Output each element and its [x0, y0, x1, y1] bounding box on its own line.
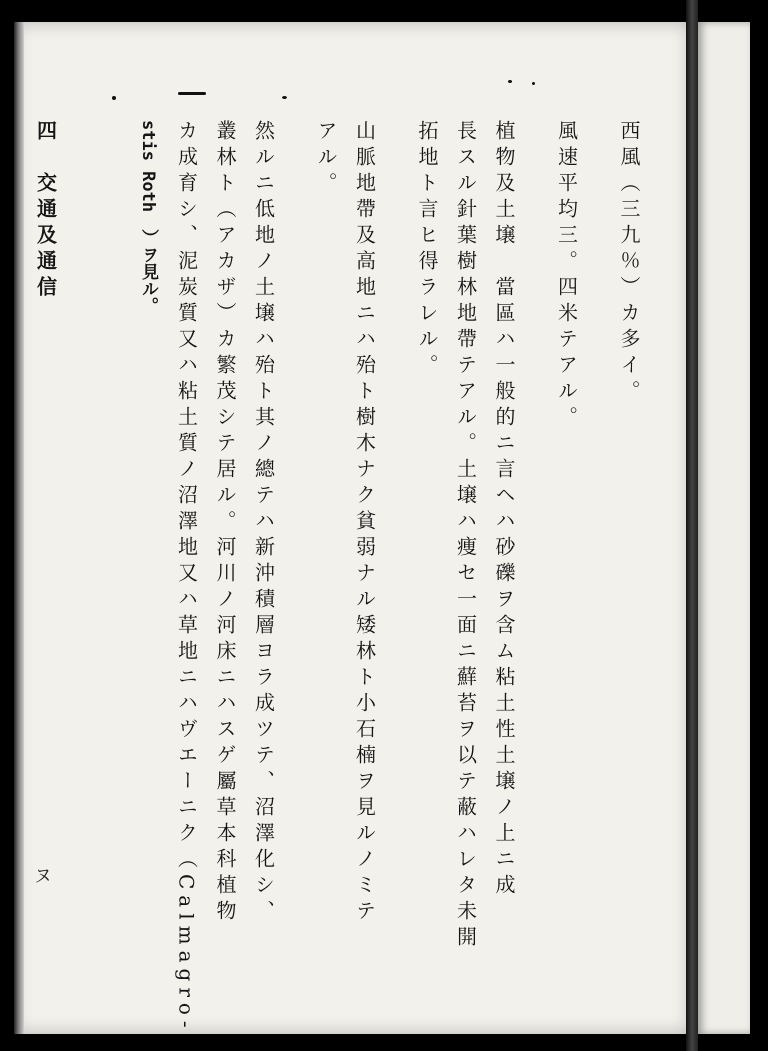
scan-speck [532, 82, 535, 85]
vertical-text-block [0, 120, 648, 1034]
text-line-11: stis Roth ）ヲ見ル。 [138, 120, 158, 315]
text-line-13 [0, 120, 26, 1000]
text-line-6: 山脈地帶及高地ニハ殆ト樹木ナク貧弱ナル矮林ト小石楠ヲ見ルノミテ [352, 120, 377, 926]
scan-speck [178, 92, 206, 95]
text-line-4: 長スル針葉樹林地帶テアル。土壌ハ痩セ一面ニ蘚苔ヲ以テ蔽ハレタ未開 [453, 120, 478, 952]
scan-speck [112, 96, 116, 100]
text-line-8: 然ルニ低地ノ土壌ハ殆ト其ノ總テハ新沖積層ヨラ成ツテ、沼澤化シ、 [251, 120, 276, 926]
text-line-3: 植物及土壌 當區ハ一般的ニ言ヘハ砂礫ヲ含ム粘土性土壌ノ上ニ成 [492, 120, 516, 900]
scan-speck [282, 96, 287, 99]
text-line-10: カ成育シ、泥炭質又ハ粘土質ノ沼澤地又ハ草地ニハヴエーニク（Calmagro- [174, 120, 199, 1034]
text-line-7: アル。 [314, 120, 338, 198]
next-page-edge [698, 22, 750, 1034]
section-heading: 四 交通及通信 [33, 120, 58, 302]
text-line-1: 西風（三九％）カ多イ。 [617, 120, 641, 406]
scan-speck [508, 80, 512, 83]
text-line-5: 拓地ト言ヒ得ラレル。 [415, 120, 439, 380]
margin-mark: ヌ [34, 866, 52, 887]
book-gutter [686, 0, 698, 1051]
text-line-9: 叢林ト（アカザ）カ繁茂シテ居ル。河川ノ河床ニハスゲ屬草本科植物 [213, 120, 237, 926]
text-line-2: 風速平均三。四米テアル。 [554, 120, 579, 432]
